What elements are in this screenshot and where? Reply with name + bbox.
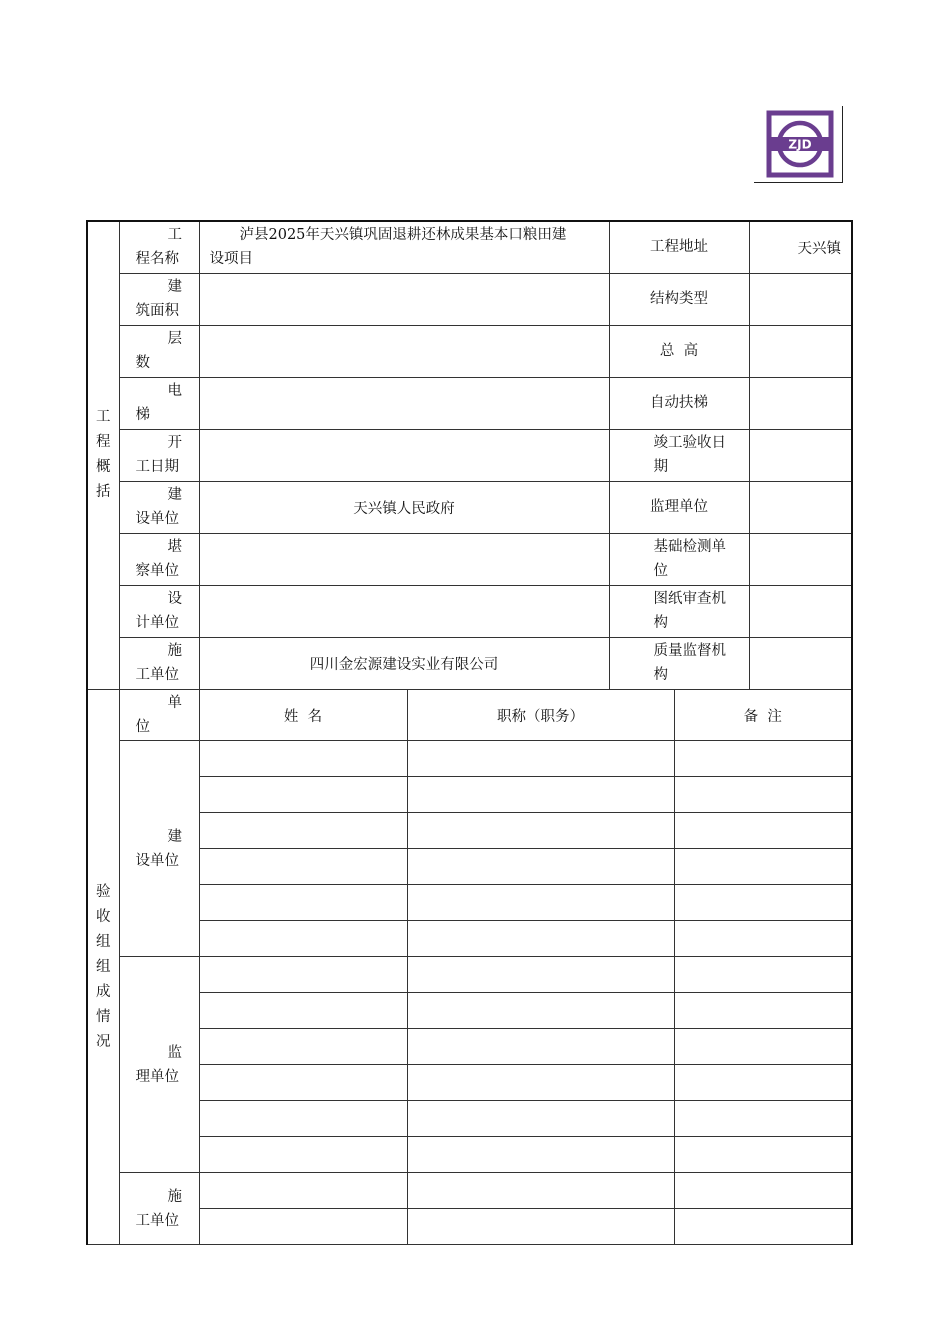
overview-row [87, 325, 852, 377]
right-label: 监理单位 [609, 481, 749, 533]
right-label: 工程地址 [609, 221, 749, 273]
row-label: 开 工日期 [119, 429, 199, 481]
row-value [199, 429, 609, 481]
name-cell [199, 1065, 407, 1101]
row-value [199, 273, 609, 325]
title-cell [407, 1065, 674, 1101]
right-label: 基础检测单位 [609, 533, 749, 585]
row-label: 工 程名称 [119, 221, 199, 273]
title-header: 职称（职务） [407, 690, 674, 741]
remark-cell [674, 957, 852, 993]
committee-row [87, 885, 852, 921]
title-cell [407, 1173, 674, 1209]
committee-section-label: 验收组组成情况 [87, 690, 119, 1245]
logo-frame [754, 106, 843, 183]
committee-header-row [87, 690, 852, 741]
name-cell [199, 957, 407, 993]
committee-row [87, 957, 852, 993]
overview-row [87, 637, 852, 689]
remark-cell [674, 885, 852, 921]
project-address-value: 天兴镇 [749, 221, 852, 273]
name-header: 姓 名 [199, 690, 407, 741]
committee-row [87, 921, 852, 957]
unit-header: 单 位 [119, 690, 199, 741]
right-value [749, 481, 852, 533]
right-label: 结构类型 [609, 273, 749, 325]
row-value [199, 585, 609, 637]
committee-row [87, 1029, 852, 1065]
remark-cell [674, 1065, 852, 1101]
row-value [199, 377, 609, 429]
name-cell [199, 1209, 407, 1245]
row-label: 设 计单位 [119, 585, 199, 637]
row-label: 电 梯 [119, 377, 199, 429]
overview-row [87, 377, 852, 429]
group-label-supervision: 监 理单位 [119, 957, 199, 1173]
committee-row [87, 813, 852, 849]
name-cell [199, 1173, 407, 1209]
overview-section-label: 工程概括 [87, 221, 119, 689]
remark-cell [674, 813, 852, 849]
right-label: 竣工验收日期 [609, 429, 749, 481]
right-value [749, 325, 852, 377]
remark-cell [674, 741, 852, 777]
row-value [199, 325, 609, 377]
name-cell [199, 1137, 407, 1173]
remark-cell [674, 1101, 852, 1137]
title-cell [407, 885, 674, 921]
group-label-contractor: 施 工单位 [119, 1173, 199, 1245]
logo-text: ZJD [788, 137, 812, 152]
remark-cell [674, 1029, 852, 1065]
zjd-logo-icon [766, 110, 834, 178]
right-value [749, 585, 852, 637]
overview-row [87, 481, 852, 533]
overview-row [87, 221, 852, 273]
title-cell [407, 741, 674, 777]
title-cell [407, 1209, 674, 1245]
project-name-value: 泸县2025年天兴镇巩固退耕还林成果基本口粮田建 设项目 [199, 221, 609, 273]
name-cell [199, 1101, 407, 1137]
remark-cell [674, 1173, 852, 1209]
remark-header: 备 注 [674, 690, 852, 741]
title-cell [407, 957, 674, 993]
right-value [749, 637, 852, 689]
right-label: 质量监督机构 [609, 637, 749, 689]
committee-row [87, 993, 852, 1029]
title-cell [407, 921, 674, 957]
title-cell [407, 1029, 674, 1065]
committee-row [87, 1137, 852, 1173]
committee-row [87, 1173, 852, 1209]
title-cell [407, 1101, 674, 1137]
project-overview-table [86, 220, 853, 690]
name-cell [199, 777, 407, 813]
row-label: 层 数 [119, 325, 199, 377]
name-cell [199, 813, 407, 849]
remark-cell [674, 849, 852, 885]
committee-row [87, 849, 852, 885]
right-label: 总 高 [609, 325, 749, 377]
remark-cell [674, 921, 852, 957]
title-cell [407, 1137, 674, 1173]
overview-row [87, 429, 852, 481]
row-label: 施 工单位 [119, 637, 199, 689]
title-cell [407, 813, 674, 849]
construction-unit-value: 天兴镇人民政府 [199, 481, 609, 533]
right-label: 图纸审查机构 [609, 585, 749, 637]
committee-row [87, 777, 852, 813]
right-value [749, 533, 852, 585]
remark-cell [674, 993, 852, 1029]
committee-row [87, 741, 852, 777]
committee-row [87, 1101, 852, 1137]
name-cell [199, 1029, 407, 1065]
row-label: 建 设单位 [119, 481, 199, 533]
title-cell [407, 777, 674, 813]
right-value [749, 377, 852, 429]
overview-row [87, 533, 852, 585]
remark-cell [674, 1209, 852, 1245]
acceptance-committee-table [86, 689, 853, 1245]
remark-cell [674, 1137, 852, 1173]
overview-row [87, 585, 852, 637]
row-label: 建 筑面积 [119, 273, 199, 325]
title-cell [407, 993, 674, 1029]
contractor-value: 四川金宏源建设实业有限公司 [199, 637, 609, 689]
name-cell [199, 741, 407, 777]
right-value [749, 429, 852, 481]
group-label-construction: 建 设单位 [119, 741, 199, 957]
committee-row [87, 1065, 852, 1101]
name-cell [199, 849, 407, 885]
row-label: 堪 察单位 [119, 533, 199, 585]
title-cell [407, 849, 674, 885]
overview-row [87, 273, 852, 325]
name-cell [199, 993, 407, 1029]
row-value [199, 533, 609, 585]
right-label: 自动扶梯 [609, 377, 749, 429]
name-cell [199, 921, 407, 957]
remark-cell [674, 777, 852, 813]
name-cell [199, 885, 407, 921]
committee-row [87, 1209, 852, 1245]
right-value [749, 273, 852, 325]
